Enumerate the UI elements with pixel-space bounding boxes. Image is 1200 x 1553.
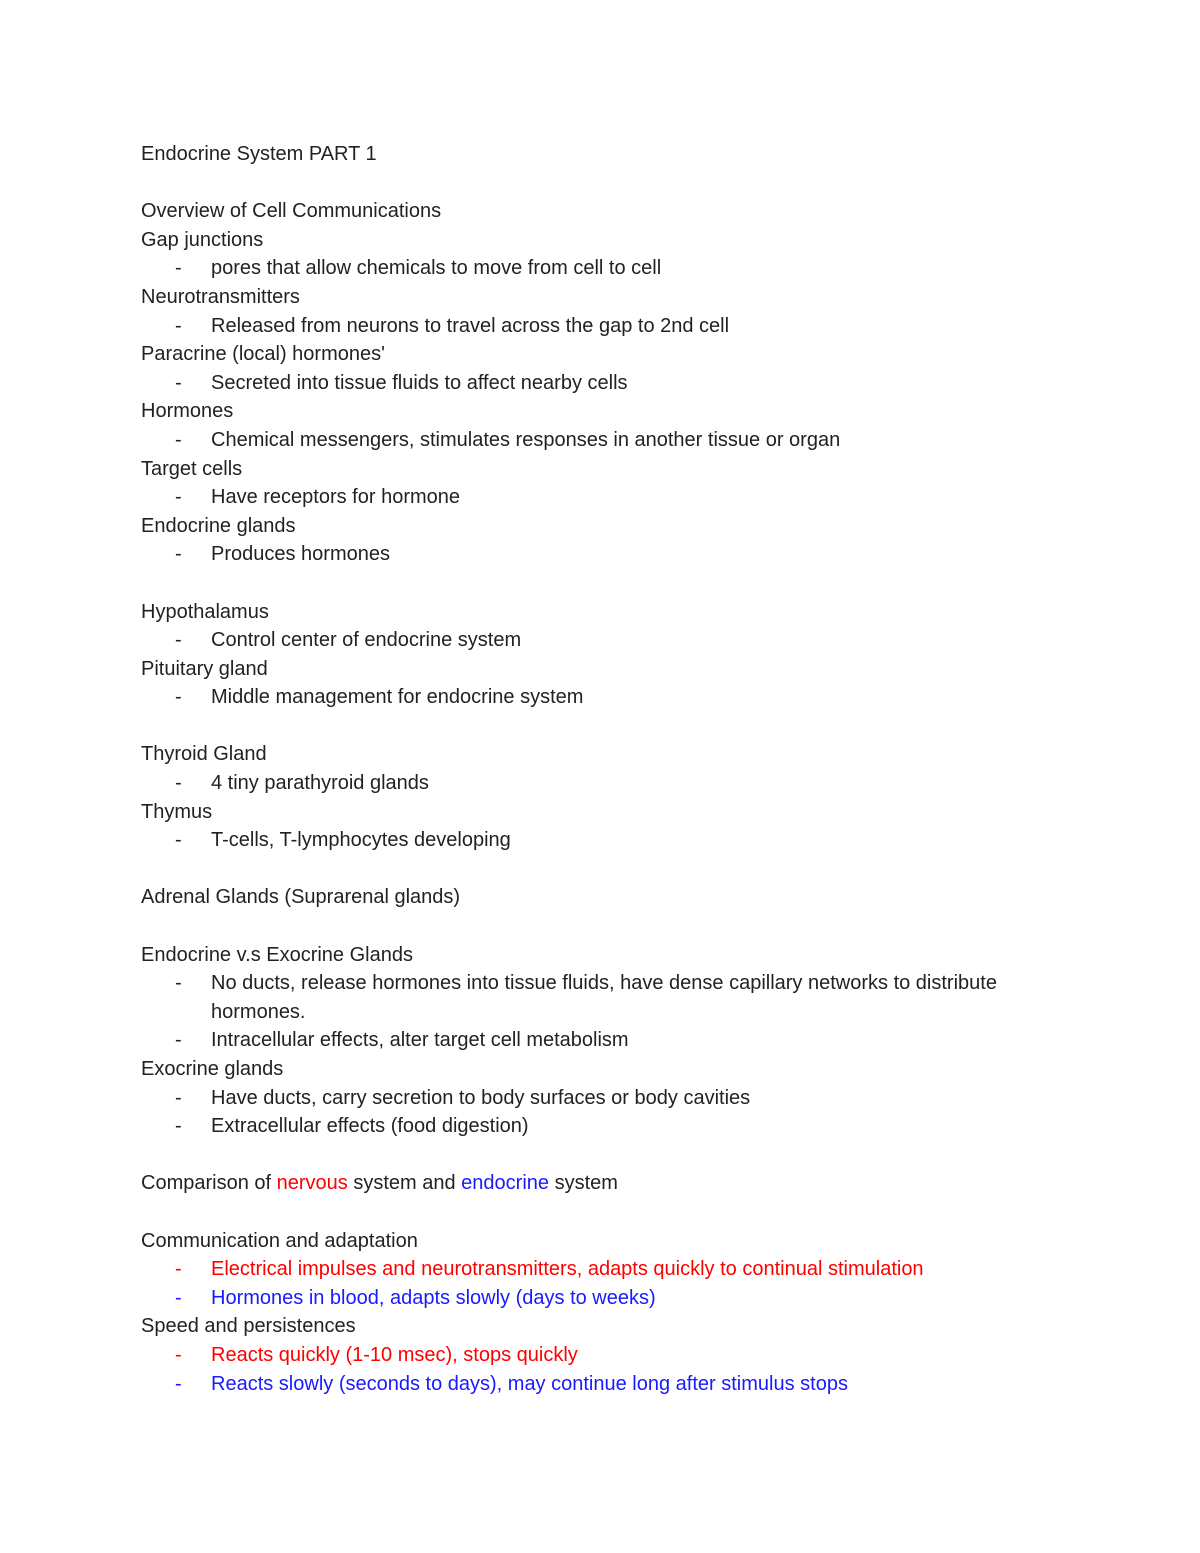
spacer xyxy=(141,1141,1081,1170)
bullet-text: Reacts slowly (seconds to days), may continue long after stimulus stops xyxy=(211,1372,848,1395)
comparison-nervous: nervous xyxy=(276,1172,348,1195)
list-item xyxy=(141,483,1081,512)
list-item xyxy=(141,1084,1081,1113)
term-gap-junctions: Gap junctions xyxy=(141,228,264,251)
bullet-text: No ducts, release hormones into tissue fluids, have dense capillary networks to distribute hormones. xyxy=(211,972,997,1023)
dash-bullet: - xyxy=(175,543,182,566)
spacer xyxy=(141,569,1081,598)
bullet-text: T-cells, T-lymphocytes developing xyxy=(211,829,511,852)
section-heading-speed: Speed and persistences xyxy=(141,1315,356,1338)
term-thymus: Thymus xyxy=(141,800,213,823)
term-target-cells: Target cells xyxy=(141,457,243,480)
dash-bullet: - xyxy=(175,314,182,337)
list-item-nervous xyxy=(141,1341,1081,1370)
list-item xyxy=(141,969,1081,1026)
dash-bullet: - xyxy=(175,686,182,709)
spacer xyxy=(141,169,1081,198)
comparison-middle: system and xyxy=(347,1172,462,1195)
list-item xyxy=(141,1026,1081,1055)
dash-bullet: - xyxy=(175,371,182,394)
bullet-text: Control center of endocrine system xyxy=(211,629,522,652)
dash-bullet: - xyxy=(175,1343,182,1366)
dash-bullet: - xyxy=(175,972,182,995)
term-neurotransmitters: Neurotransmitters xyxy=(141,285,300,308)
dash-bullet: - xyxy=(175,486,182,509)
comparison-heading xyxy=(141,1169,1081,1198)
term-hormones: Hormones xyxy=(141,400,234,423)
term-endocrine-glands: Endocrine glands xyxy=(141,514,296,537)
bullet-text: Have receptors for hormone xyxy=(211,486,461,509)
section-heading-overview: Overview of Cell Communications xyxy=(141,200,442,223)
list-item-endocrine xyxy=(141,1284,1081,1313)
term-paracrine: Paracrine (local) hormones' xyxy=(141,343,385,366)
bullet-text: Chemical messengers, stimulates responses in another tissue or organ xyxy=(211,428,841,451)
term-hypothalamus: Hypothalamus xyxy=(141,600,269,623)
dash-bullet: - xyxy=(175,629,182,652)
bullet-text: Intracellular effects, alter target cell metabolism xyxy=(211,1029,629,1052)
list-item xyxy=(141,826,1081,855)
list-item xyxy=(141,426,1081,455)
bullet-text: Produces hormones xyxy=(211,543,390,566)
bullet-text: Middle management for endocrine system xyxy=(211,686,584,709)
comparison-endocrine: endocrine xyxy=(461,1172,550,1195)
bullet-text: pores that allow chemicals to move from cell to cell xyxy=(211,257,662,280)
bullet-text: 4 tiny parathyroid glands xyxy=(211,772,429,795)
bullet-text: Electrical impulses and neurotransmitters, adapts quickly to continual stimulation xyxy=(211,1258,924,1281)
term-exocrine: Exocrine glands xyxy=(141,1058,284,1080)
dash-bullet: - xyxy=(175,1029,182,1052)
document-title: Endocrine System PART 1 xyxy=(141,143,377,165)
bullet-text: Released from neurons to travel across the gap to 2nd cell xyxy=(211,314,730,337)
spacer xyxy=(141,912,1081,941)
dash-bullet: - xyxy=(175,772,182,795)
dash-bullet: - xyxy=(175,1258,182,1281)
list-item xyxy=(141,254,1081,283)
document-page xyxy=(141,140,1081,1398)
term-adrenal: Adrenal Glands (Suprarenal glands) xyxy=(141,886,461,909)
term-pituitary: Pituitary gland xyxy=(141,657,268,680)
section-heading-communication: Communication and adaptation xyxy=(141,1229,418,1252)
dash-bullet: - xyxy=(175,1115,182,1138)
list-item xyxy=(141,626,1081,655)
dash-bullet: - xyxy=(175,1372,182,1395)
dash-bullet: - xyxy=(175,829,182,852)
section-heading-endo-vs-exo: Endocrine v.s Exocrine Glands xyxy=(141,943,413,966)
bullet-text: Reacts quickly (1-10 msec), stops quickly xyxy=(211,1343,578,1366)
dash-bullet: - xyxy=(175,1086,182,1109)
bullet-text: Extracellular effects (food digestion) xyxy=(211,1115,529,1138)
comparison-prefix: Comparison of xyxy=(141,1172,277,1195)
term-thyroid: Thyroid Gland xyxy=(141,743,267,766)
list-item xyxy=(141,312,1081,341)
list-item-endocrine xyxy=(141,1370,1081,1399)
dash-bullet: - xyxy=(175,1286,182,1309)
bullet-text: Secreted into tissue fluids to affect nearby cells xyxy=(211,371,628,394)
list-item-nervous xyxy=(141,1255,1081,1284)
bullet-text: Have ducts, carry secretion to body surfaces or body cavities xyxy=(211,1086,751,1109)
list-item xyxy=(141,369,1081,398)
dash-bullet: - xyxy=(175,428,182,451)
list-item xyxy=(141,683,1081,712)
list-item xyxy=(141,540,1081,569)
spacer xyxy=(141,712,1081,741)
bullet-text: Hormones in blood, adapts slowly (days to weeks) xyxy=(211,1286,656,1309)
list-item xyxy=(141,1112,1081,1141)
spacer xyxy=(141,1198,1081,1227)
dash-bullet: - xyxy=(175,257,182,280)
list-item xyxy=(141,769,1081,798)
comparison-suffix: system xyxy=(549,1172,618,1195)
spacer xyxy=(141,855,1081,884)
